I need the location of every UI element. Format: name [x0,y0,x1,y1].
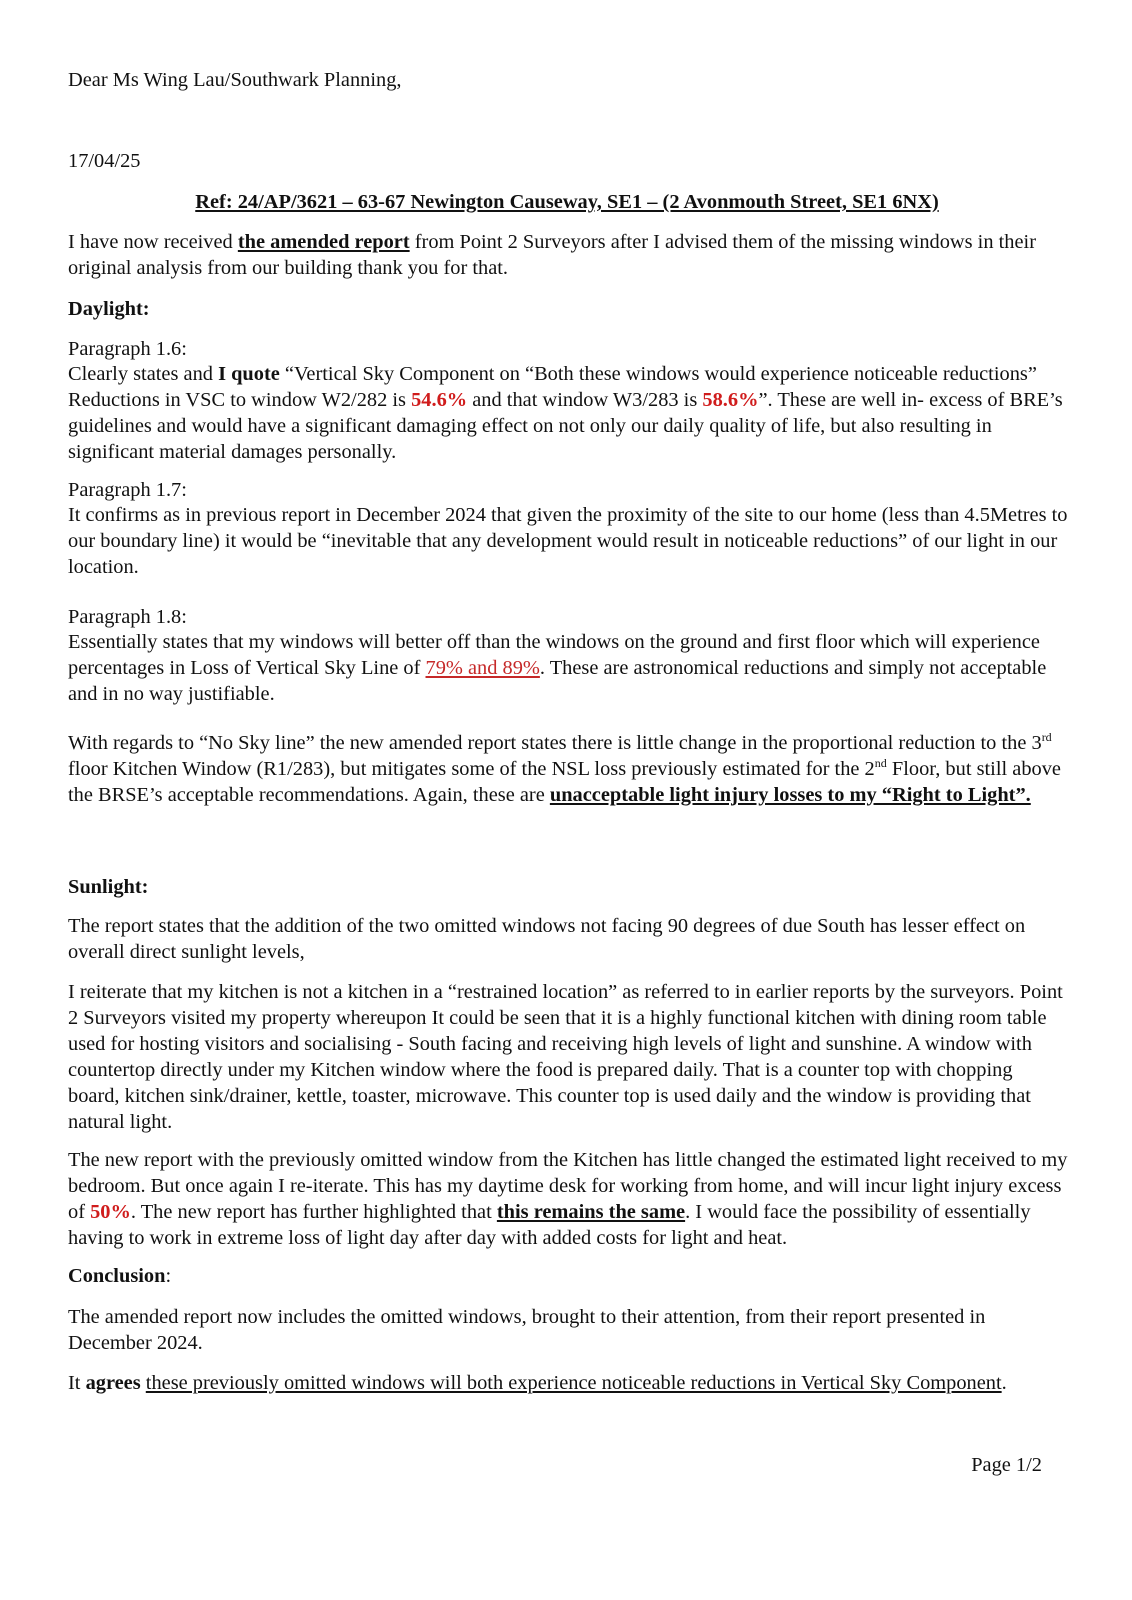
remains-same-emphasis: this remains the same [496,1201,686,1223]
conclusion-paragraph-2: It agrees these previously omitted windows will both experience noticeable reductions in Vertical Sky Component. [68,1372,1007,1394]
omitted-windows-emphasis: these previously omitted windows will both experience noticeable reductions in Vertical Sky Component [145,1372,1002,1394]
paragraph-1-8-body: Essentially states that my windows will better off than the windows on the ground and first floor which will experience percentages in Loss of Vertical Sky Line of 79% and 89%. These are astronomical reductions and simply not acceptable and in no way justifiable. [68,631,1047,705]
paragraph-1-6-label: Paragraph 1.6: [68,338,187,360]
light-injury-value: 50% [90,1201,131,1223]
amended-report-emphasis: the amended report [237,231,410,253]
paragraph-1-7-body: It confirms as in previous report in December 2024 that given the proximity of the site to our home (less than 4.5Metres to our boundary line) it would be “inevitable that any development would result in noticeable reductions” of our light in our location. [68,504,1068,578]
paragraph-1-7-label: Paragraph 1.7: [68,479,187,501]
agrees-emphasis: agrees [85,1372,141,1394]
salutation: Dear Ms Wing Lau/Southwark Planning, [68,69,402,91]
quote-emphasis: I quote [218,363,280,385]
paragraph-1-8-label: Paragraph 1.8: [68,606,187,628]
vsc-value-w2: 54.6% [411,389,468,411]
loss-percentages: 79% and 89% [425,657,540,679]
reference-line: Ref: 24/AP/3621 – 63-67 Newington Causeway, SE1 – (2 Avonmouth Street, SE1 6NX) [195,191,939,213]
paragraph-1-6-body: Clearly states and I quote “Vertical Sky Component on “Both these windows would experience noticeable reductions” Reductions in VSC to window W2/282 is 54.6% and that window W3/283 is 58.6%”. These are well in- excess of BRE’s guidelines and would have a significant damaging effect on not only our daily quality of life, but also resulting in significant material damages personally. [68,363,1063,463]
right-to-light-emphasis: unacceptable light injury losses to my “Right to Light”. [549,784,1031,806]
intro-paragraph: I have now received the amended report from Point 2 Surveyors after I advised them of the missing windows in their original analysis from our building thank you for that. [68,231,1036,279]
no-sky-line-paragraph: With regards to “No Sky line” the new amended report states there is little change in the proportional reduction to the 3rd floor Kitchen Window (R1/283), but mitigates some of the NSL loss previously estimated for the 2nd Floor, but still above the BRSE’s acceptable recommendations. Again, these are unacceptable light injury losses to my “Right to Light”. [68,730,1061,806]
sunlight-paragraph-3: The new report with the previously omitted window from the Kitchen has little changed the estimated light received to my bedroom. But once again I re-iterate. This has my daytime desk for working from home, and will incur light injury excess of 50%. The new report has further highlighted that this remains the same. I would face the possibility of essentially having to work in extreme loss of light day after day with added costs for light and heat. [68,1149,1068,1249]
letter-date: 17/04/25 [68,150,141,172]
sunlight-heading: Sunlight: [68,876,149,898]
vsc-value-w3: 58.6% [702,389,759,411]
conclusion-paragraph-1: The amended report now includes the omitted windows, brought to their attention, from their report presented in December 2024. [68,1306,986,1354]
daylight-heading: Daylight: [68,298,150,320]
conclusion-heading: Conclusion: [68,1265,172,1287]
sunlight-paragraph-1: The report states that the addition of the two omitted windows not facing 90 degrees of due South has lesser effect on overall direct sunlight levels, [68,915,1026,963]
sunlight-paragraph-2: I reiterate that my kitchen is not a kitchen in a “restrained location” as referred to in earlier reports by the surveyors. Point 2 Surveyors visited my property whereupon It could be seen that it is a highly functional kitchen with dining room table used for hosting visitors and socialising - South facing and receiving high levels of light and sunshine. A window with countertop directly under my Kitchen window where the food is prepared daily. That is a counter top with chopping board, kitchen sink/drainer, kettle, toaster, microwave. This counter top is used daily and the window is providing that natural light. [68,981,1063,1133]
page-number: Page 1/2 [971,1454,1042,1476]
